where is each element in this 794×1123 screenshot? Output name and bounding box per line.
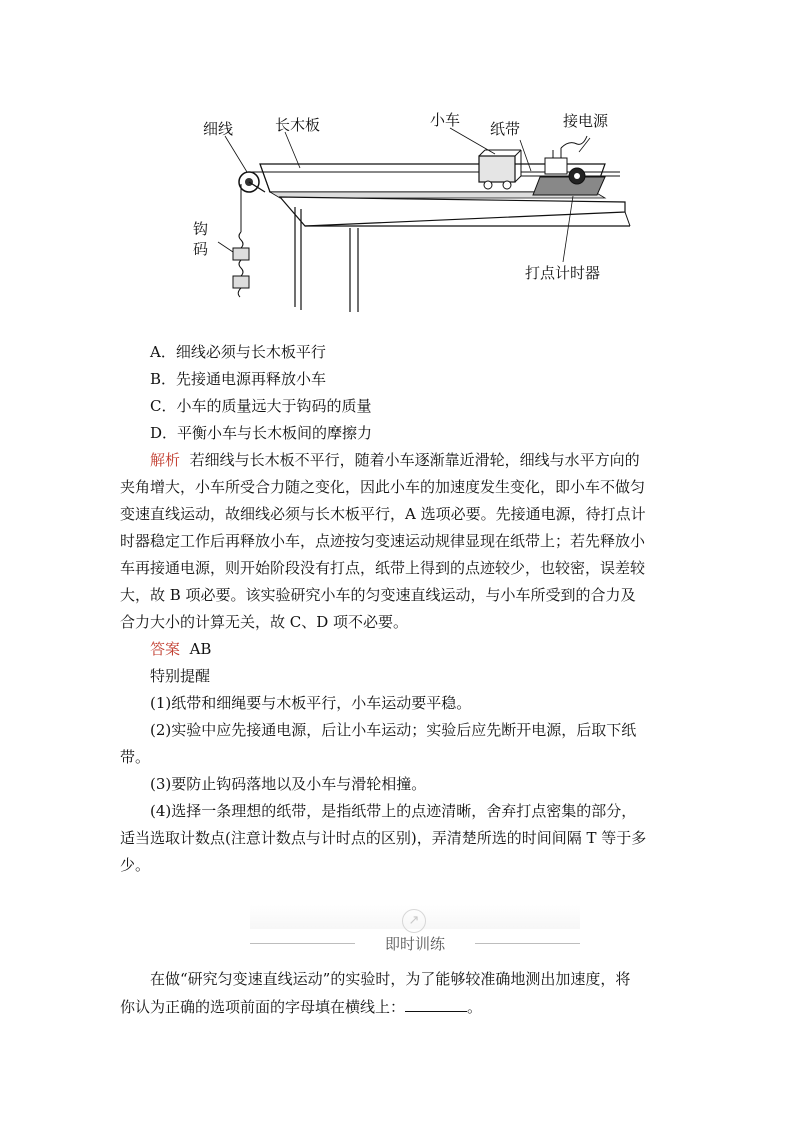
analysis-tag: 解析 [150,451,181,469]
label-thread: 细线 [203,120,234,138]
option-c: C．小车的质量远大于钩码的质量 [150,397,372,415]
option-d: D．平衡小车与长木板间的摩擦力 [150,424,373,442]
question-line-1: 在做“研究匀变速直线运动”的实验时，为了能够较准确地测出加速度，将 [150,970,631,988]
tip-4-end: 少。 [120,856,151,874]
divider-right [475,943,580,944]
section-title: 即时训练 [384,935,445,953]
question-line-2 [120,995,482,1018]
table-top [280,197,625,226]
question-end: 。 [467,998,483,1016]
label-cart: 小车 [430,111,461,129]
tip-2-cont: 带。 [120,748,151,766]
answer-blank[interactable] [405,995,467,1012]
question-text-2: 你认为正确的选项前面的字母填在横线上： [120,998,406,1016]
tip-2: (2)实验中应先接通电源，后让小车运动；实验后应先断开电源，后取下纸 [150,721,637,739]
tip-1: (1)纸带和细绳要与木板平行，小车运动要平稳。 [150,694,472,712]
label-timer: 打点计时器 [525,264,601,282]
analysis-line-1 [150,449,640,471]
analysis-text-1: 若细线与长木板不平行，随着小车逐渐靠近滑轮，细线与水平方向的 [189,451,640,469]
analysis-line-2: 夹角增大，小车所受合力随之变化，因此小车的加速度发生变化，即小车不做匀 [120,478,646,496]
dot-timer [533,177,605,195]
apparatus-diagram [185,92,645,322]
tip-4-cont: 适当选取计数点(注意计数点与计时点的区别)，弄清楚所选的时间间隔 T 等于多 [120,829,647,847]
label-board: 长木板 [275,116,321,134]
option-b: B．先接通电源再释放小车 [150,370,327,388]
tip-3: (3)要防止钩码落地以及小车与滑轮相撞。 [150,775,427,793]
answer-value: AB [189,640,212,658]
label-tape: 纸带 [490,120,521,138]
cart [479,156,515,182]
label-power: 接电源 [563,112,609,130]
tips-title: 特别提醒 [150,667,211,685]
analysis-line-3: 变速直线运动，故细线必须与长木板平行，A 选项必要。先接通电源，待打点计 [120,505,646,523]
analysis-line-6: 大，故 B 项必要。该实验研究小车的匀变速直线运动，与小车所受到的合力及 [120,586,636,604]
hook-weight-2 [233,276,249,288]
answer-line [150,638,211,660]
tip-4: (4)选择一条理想的纸带，是指纸带上的点迹清晰，舍弃打点密集的部分， [150,802,637,820]
analysis-line-7: 合力大小的计算无关，故 C、D 项不必要。 [120,613,409,631]
answer-tag: 答案 [150,640,181,658]
apparatus-figure [185,92,645,322]
hook-weight-1 [233,248,249,260]
chart-circle-icon: ↗ [402,909,426,933]
option-a: A．细线必须与长木板平行 [150,343,326,361]
section-banner [250,905,580,961]
analysis-line-4: 时器稳定工作后再释放小车，点迹按匀变速运动规律显现在纸带上；若先释放小 [120,532,646,550]
analysis-line-5: 车再接通电源，则开始阶段没有打点，纸带上得到的点迹较少，也较密，误差较 [120,559,646,577]
label-hook-weight-1: 钩 [193,220,209,238]
label-hook-weight-2: 码 [193,240,209,258]
